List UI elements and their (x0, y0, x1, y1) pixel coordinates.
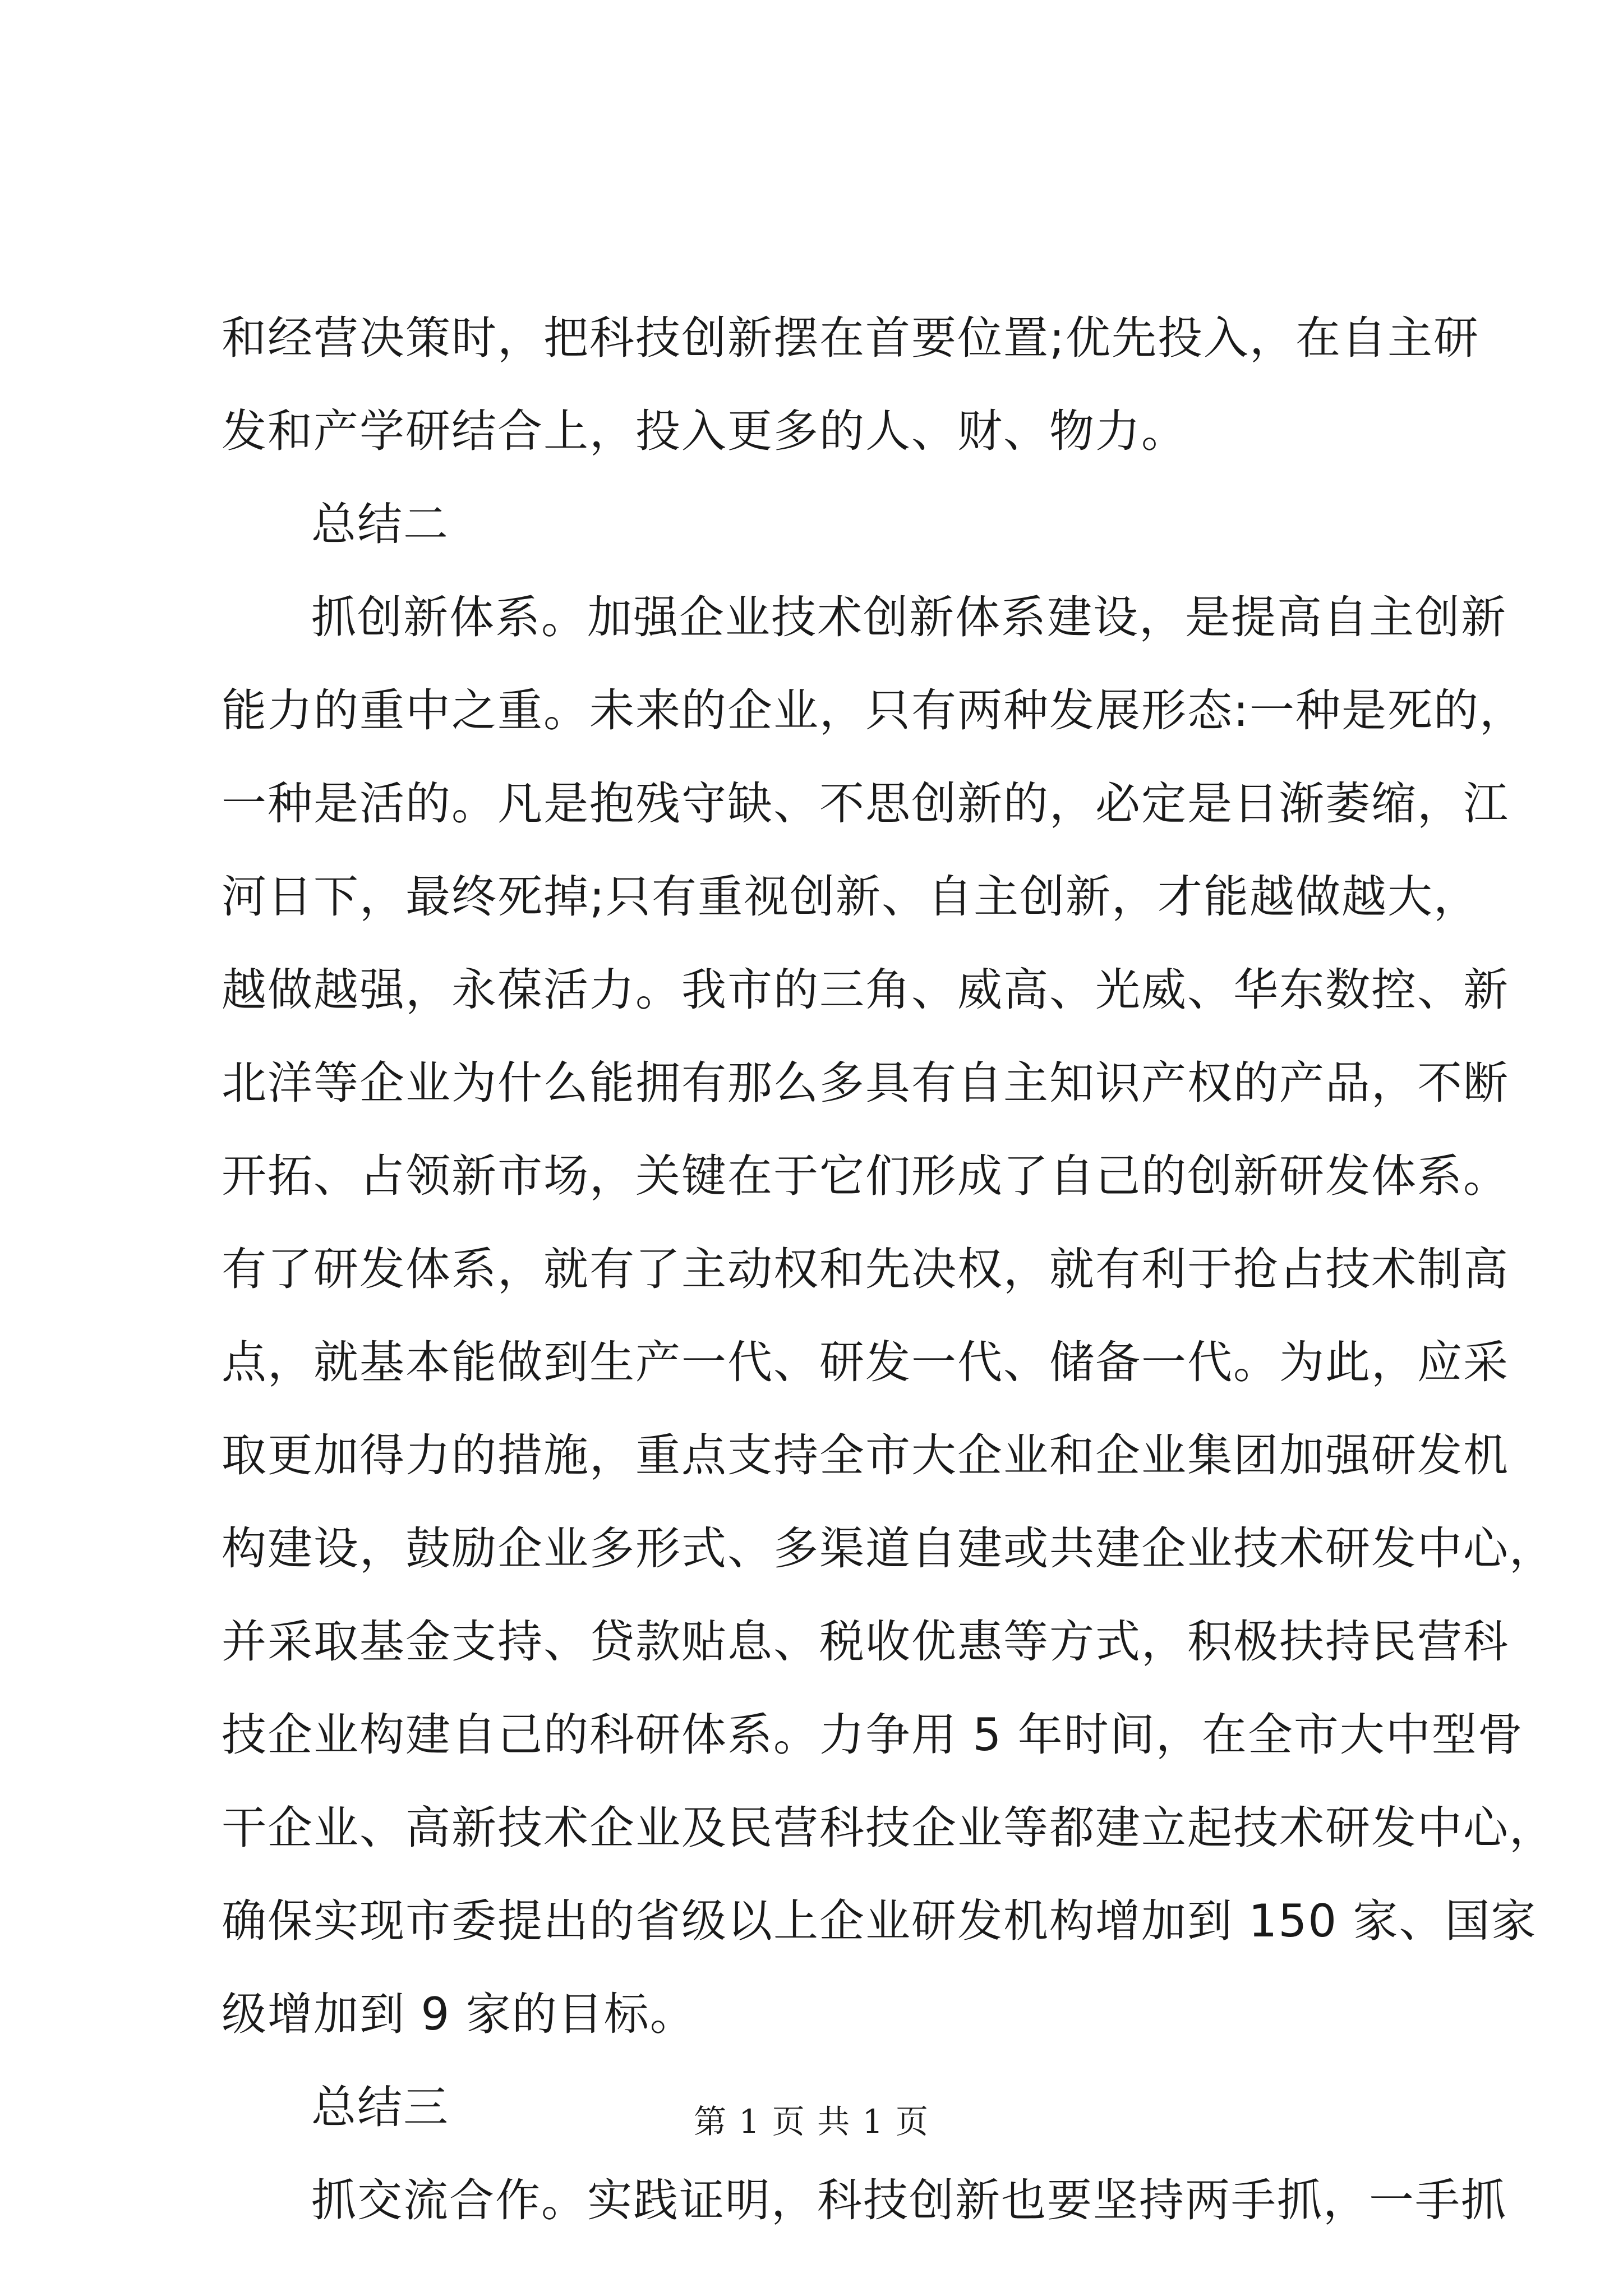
paragraph-start: 抓创新体系。加强企业技术创新体系建设，是提高自主创新 (311, 591, 1507, 643)
section-heading-2: 总结二 (311, 498, 449, 550)
section-heading-3: 总结三 (311, 2081, 449, 2133)
text-line: 级增加到 9 家的目标。 (222, 1988, 696, 2040)
paragraph-start: 抓交流合作。实践证明，科技创新也要坚持两手抓，一手抓 (311, 2174, 1507, 2226)
page-footer: 第 1 页 共 1 页 (694, 2102, 929, 2141)
text-line: 取更加得力的措施，重点支持全市大企业和企业集团加强研发机 (222, 1429, 1509, 1481)
text-line: 越做越强，永葆活力。我市的三角、威高、光威、华东数控、新 (222, 964, 1509, 1016)
text-line: 能力的重中之重。未来的企业，只有两种发展形态:一种是死的， (222, 684, 1525, 737)
text-line: 北洋等企业为什么能拥有那么多具有自主知识产权的产品，不断 (222, 1057, 1509, 1109)
text-line: 并采取基金支持、贷款贴息、税收优惠等方式，积极扶持民营科 (222, 1616, 1509, 1668)
text-line: 构建设，鼓励企业多形式、多渠道自建或共建企业技术研发中心， (222, 1522, 1555, 1575)
text-line: 有了研发体系，就有了主动权和先决权，就有利于抢占技术制高 (222, 1243, 1509, 1295)
text-line: 点，就基本能做到生产一代、研发一代、储备一代。为此，应采 (222, 1336, 1509, 1388)
text-line: 发和产学研结合上，投入更多的人、财、物力。 (222, 405, 1187, 457)
text-line: 一种是活的。凡是抱残守缺、不思创新的，必定是日渐萎缩，江 (222, 777, 1509, 830)
text-line: 和经营决策时，把科技创新摆在首要位置;优先投入，在自主研 (222, 312, 1479, 364)
document-body (222, 292, 1555, 2247)
text-line: 开拓、占领新市场，关键在于它们形成了自己的创新研发体系。 (222, 1150, 1509, 1202)
text-line: 确保实现市委提出的省级以上企业研发机构增加到 150 家、国家 (222, 1895, 1537, 1947)
text-line: 技企业构建自己的科研体系。力争用 5 年时间，在全市大中型骨 (222, 1709, 1524, 1761)
text-line: 干企业、高新技术企业及民营科技企业等都建立起技术研发中心， (222, 1802, 1555, 1854)
text-line: 河日下，最终死掉;只有重视创新、自主创新，才能越做越大， (222, 871, 1479, 923)
